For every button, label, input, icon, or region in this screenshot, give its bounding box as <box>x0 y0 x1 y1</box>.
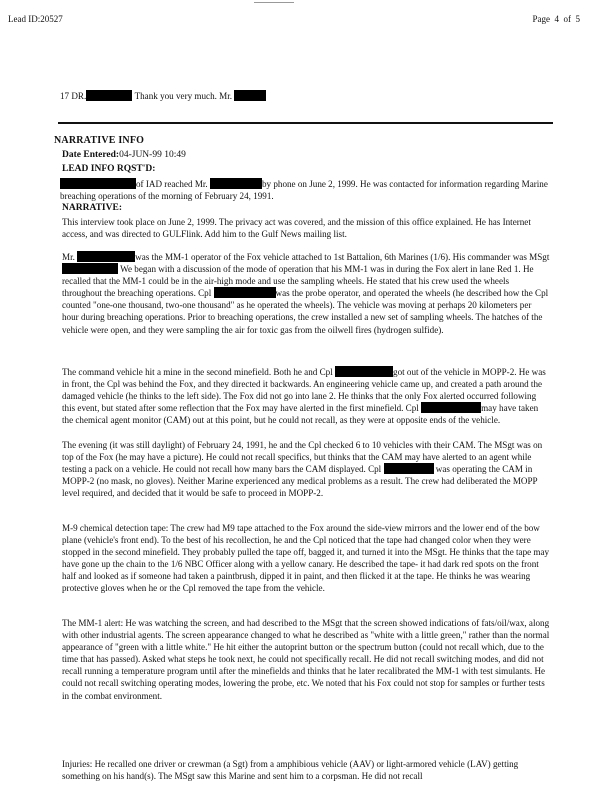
paragraph-text: We began with a discussion of the mode of operation that his MM-1 was in during the Fox alert in lane Red 1. He recalled that the MM-1 could be in the air-high mode and use the sampling wheels. He stated that his crew used the wheels throughout the breaching operations. Cpl <box>62 264 534 299</box>
paragraph-text: may have taken the chemical agent monitor (CAM) out at this point, but he could not recall, as they were at opposite ends of the vehicle. <box>62 403 539 426</box>
redaction-box <box>234 90 266 101</box>
page-total: 5 <box>575 14 580 24</box>
date-entered-line <box>62 150 186 160</box>
paragraph-text: was the MM-1 operator of the Fox vehicle attached to 1st Battalion, 6th Marines (1/6). His commander was MSgt <box>135 252 550 262</box>
transcript-text: Thank you very much. Mr. <box>134 91 233 101</box>
narrative-label: NARRATIVE: <box>62 203 122 213</box>
previous-transcript-line <box>60 90 552 102</box>
date-entered-value: 04-JUN-99 10:49 <box>119 150 186 160</box>
narrative-paragraph-7: Injuries: He recalled one driver or crewman (a Sgt) from a amphibious vehicle (AAV) or light-armored vehicle (LAV) getting something on his hand(s). The MSgt saw this Marine and sent him to a corpsman. He did not recall <box>62 759 519 782</box>
page-of: of <box>563 14 571 24</box>
paragraph-text: The command vehicle hit a mine in the second minefield. Both he and Cpl <box>62 367 333 377</box>
page-label: Page <box>532 14 550 24</box>
narrative-paragraph-2 <box>62 251 550 336</box>
top-edge-line <box>254 2 294 3</box>
redaction-box <box>210 178 262 189</box>
narrative-paragraph-1: This interview took place on June 2, 1999. The privacy act was covered, and the mission of this office explained. He has Internet access, and was directed to GULFlink. Add him to the Gulf News mailing list. <box>62 217 531 240</box>
paragraph-text: The evening (it was still daylight) of February 24, 1991, he and the Cpl checked 6 to 10 vehicles with their CAM. The MSgt was on top of the Fox (he may have a picture). He could not recall specifics, but thinks that the CAM may have alerted to an agent while testing a pack on a vehicle. He could not recall how many bars the CAM displayed. Cpl <box>62 440 543 475</box>
section-title: NARRATIVE INFO <box>54 135 145 146</box>
paragraph-text: was operating the CAM in MOPP-2 (no mask, no gloves). Neither Marine experienced any medical problems as a result. The crew had deliberated the MOPP level required, and decided that it would be safe to proceed in MOPP-2. <box>62 464 538 499</box>
contact-text-a: of IAD reached Mr. <box>136 179 208 189</box>
lead-info-label: LEAD INFO RQST'D: <box>62 164 156 174</box>
speaker-label: 17 DR. <box>60 91 87 101</box>
redaction-box <box>214 287 276 298</box>
paragraph-text: got out of the vehicle in MOPP-2. He was in front, the Cpl was behind the Fox, and they directed it backwards. An engineering vehicle came up, and created a path around the damaged vehicle (he thinks to the left side). The Fox did not go into lane 2. He thinks that the only Fox alerted occurred following this event, but stated after some reflection that the Fox may have alerted in the first minefield. Cpl <box>62 367 546 414</box>
page-indicator <box>533 14 581 24</box>
section-divider <box>58 122 553 124</box>
contact-text-b: by phone on June 2, 1999. He was contacted for information regarding Marine breaching operations of the morning of February 24, 1991. <box>60 179 548 201</box>
lead-id: Lead ID:20527 <box>8 14 63 24</box>
paragraph-text: was the probe operator, and operated the wheels (he described how the Cpl counted "one-one thousand, two-one thousand" as he operated the wheels). The vehicle was moving at perhaps 20 kilometers per hour during breaching operations. Prior to breaching operations, the crew installed a new set of sampling wheels. The hatches of the vehicle were open, and they were sampling the air for toxic gas from the oilwell fires (hydrogen sulfide). <box>62 288 549 335</box>
narrative-paragraph-4 <box>62 439 550 499</box>
narrative-paragraph-6: The MM-1 alert: He was watching the screen, and had described to the MSgt that the screen showed indications of fats/oil/wax, along with other industrial agents. The screen appearance changed to what he described as "white with a little green," rather than the normal appearance of "green with a little white." He hit either the autoprint button or the spectrum button (could not recall which, due to the time that has passed). Asked what steps he took next, he could not specifically recall. He did not recall switching modes, and did not recall running a temperature program until after the minefields and thinks that he later recalibrated the MM-1 with test simulants. He could not recall switching operating modes, lowering the probe, etc. We noted that his Fox could not stop for samples or further tests in the combat environment. <box>62 618 550 701</box>
narrative-paragraph-3 <box>62 366 550 426</box>
redaction-box <box>384 463 434 474</box>
paragraph-text: Mr. <box>62 252 75 262</box>
page-number: 4 <box>554 14 559 24</box>
contact-paragraph <box>60 178 552 202</box>
redaction-box <box>77 251 135 262</box>
redaction-box <box>335 366 393 377</box>
narrative-paragraph-5: M-9 chemical detection tape: The crew had M9 tape attached to the Fox around the side-view mirrors and the lower end of the bow plane (vehicle's front end). To the best of his recollection, he and the Cpl noticed that the tape had changed color when they were stopped in the second minefield. They probably pulled the tape off, bagged it, and turned it into the MSgt. He thinks that the tape may have gone up the chain to the 1/6 NBC Officer along with a yellow canary. He described the tape- it had dark red spots on the front half and looked as if someone had taken a paintbrush, dipped it in paint, and then flicked it at the tape. He thinks he was wearing protective gloves when he or the Cpl removed the tape from the vehicle. <box>62 523 550 594</box>
date-entered-label: Date Entered: <box>62 150 120 160</box>
redaction-box <box>60 178 136 189</box>
redaction-box <box>86 90 132 101</box>
redaction-box <box>421 402 481 413</box>
redaction-box <box>62 263 118 274</box>
